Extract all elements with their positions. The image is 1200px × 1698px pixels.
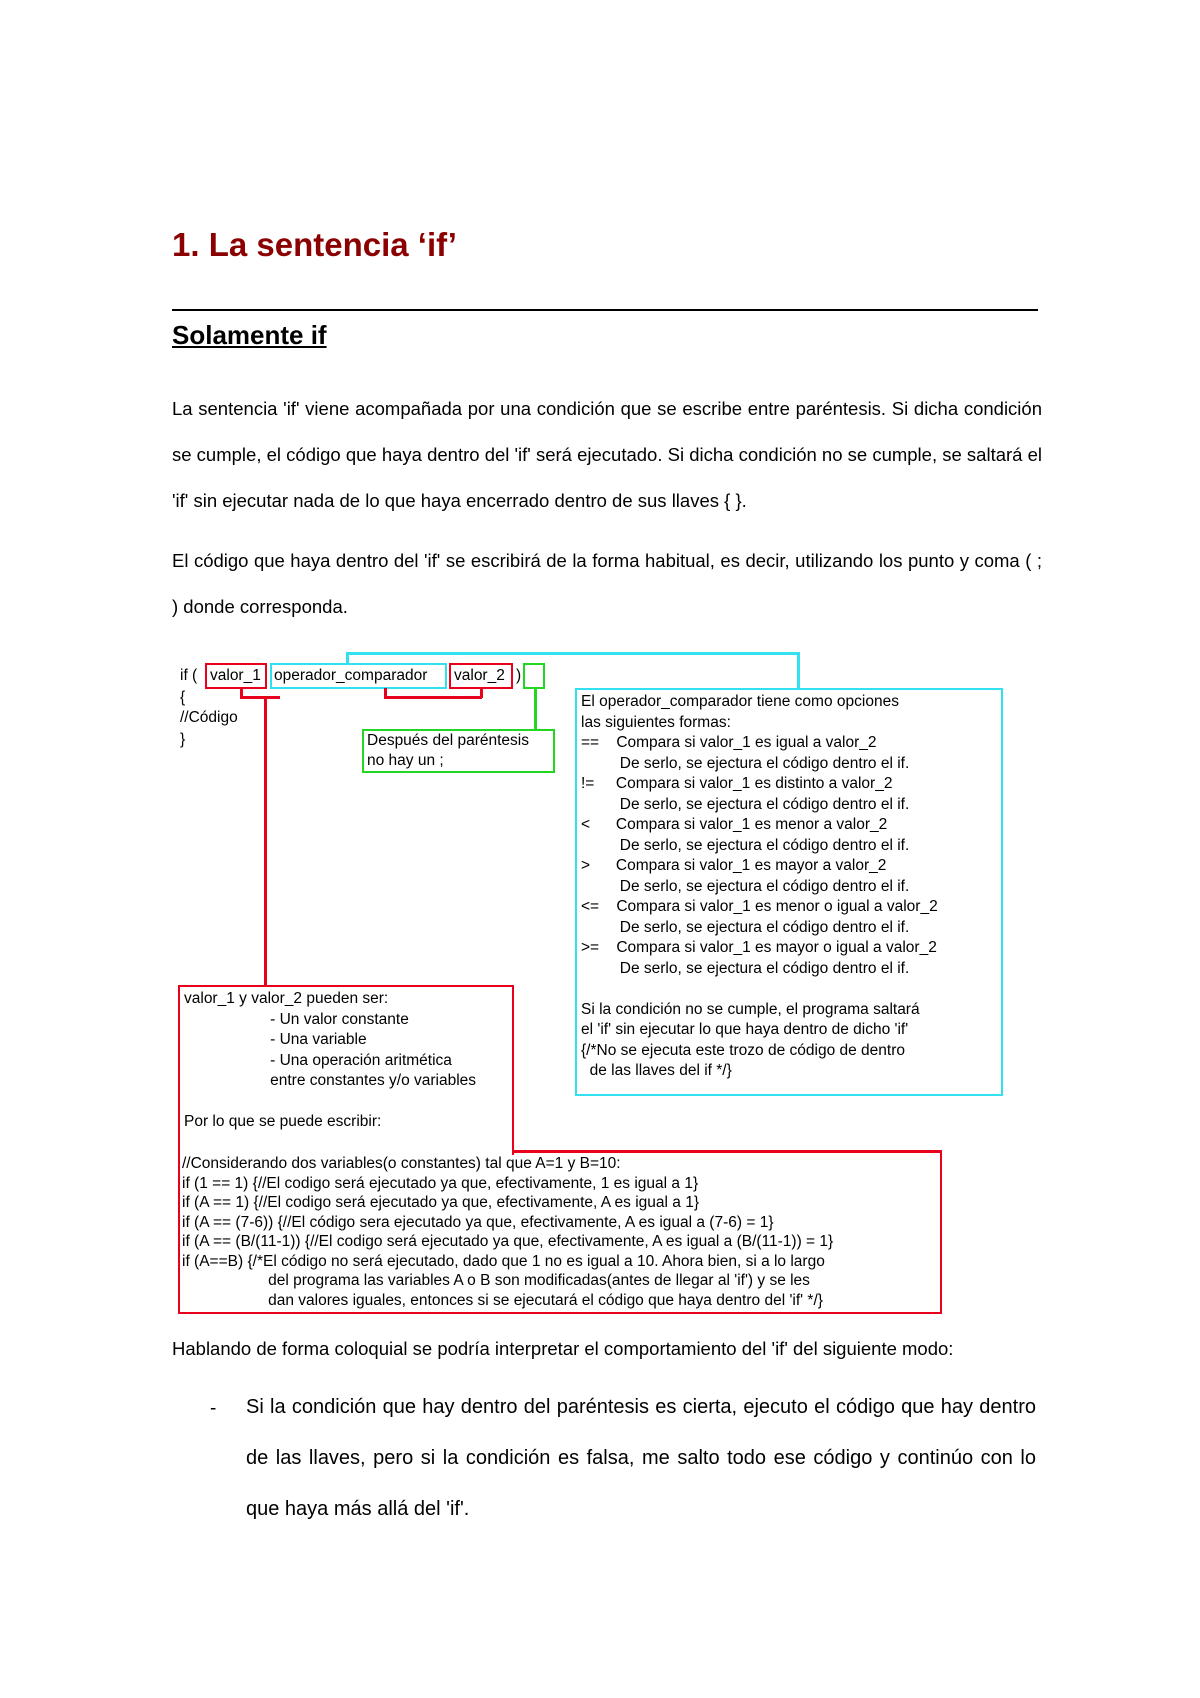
operator-line: De serlo, se ejectura el código dentro el if. [581,754,910,772]
operator-line: De serlo, se ejectura el código dentro el if. [581,836,910,854]
operator-line: las siguientes formas: [581,713,731,731]
code-close: ) [516,667,522,684]
semicolon-note-line2: no hay un ; [367,752,444,769]
operador-box [270,663,447,689]
code-if-open: if ( [180,667,198,684]
semicolon-box [523,663,545,689]
cyan-connector-up [346,653,349,665]
operator-line: < Compara si valor_1 es menor a valor_2 [581,816,888,833]
bullet-marker: - [210,1398,217,1419]
subsection-heading: Solamente if [172,320,327,350]
bullet-text: Si la condición que hay dentro del paréntesis es cierta, ejecuto el código que hay dentro de las llaves, pero si la condición es falsa, me salto todo ese código y continúo con lo que haya más allá del 'if'. [246,1396,1036,1520]
code-paragraph: El código que haya dentro del 'if' se escribirá de la forma habitual, es decir, utilizando los punto y coma ( ; ) donde corresponda. [172,550,1042,617]
operator-line: != Compara si valor_1 es distinto a valor_2 [581,775,893,792]
red-connector-down [264,696,267,986]
code-brace-close: } [180,731,186,748]
example-line: if (1 == 1) {//El codigo será ejecutado ya que, efectivamente, 1 es igual a 1} [182,1174,699,1192]
code-brace-open: { [180,689,186,706]
examples-box-top [512,1150,942,1153]
values-line: - Una variable [184,1031,367,1048]
values-box [178,985,514,1155]
operator-line: {/*No se ejecuta este trozo de código de dentro [581,1041,905,1059]
operator-line: De serlo, se ejectura el código dentro el if. [581,959,910,977]
values-line: entre constantes y/o variables [184,1072,477,1089]
operator-line: el 'if' sin ejecutar lo que haya dentro de dicho 'if' [581,1021,909,1038]
operator-line: >= Compara si valor_1 es mayor o igual a valor_2 [581,939,937,956]
example-line: //Considerando dos variables(o constantes) tal que A=1 y B=10: [182,1155,621,1172]
example-line: if (A == (7-6)) {//El código sera ejecutado ya que, efectivamente, A es igual a (7-6) = 1} [182,1213,774,1231]
operator-line: de las llaves del if */} [581,1062,732,1079]
green-connector [534,688,537,730]
cyan-connector-top [346,652,799,655]
operator-line: De serlo, se ejectura el código dentro el if. [581,918,910,936]
operator-line: De serlo, se ejectura el código dentro el if. [581,877,910,895]
red-connector-h1 [240,696,280,699]
values-line: Por lo que se puede escribir: [184,1113,382,1130]
operator-line: Si la condición no se cumple, el programa saltará [581,1000,920,1018]
values-line: - Un valor constante [184,1010,409,1028]
operator-line: El operador_comparador tiene como opciones [581,693,899,710]
code-comment: //Código [180,709,238,726]
example-line: del programa las variables A o B son modificadas(antes de llegar al 'if') y se les [182,1272,810,1289]
colloquial-paragraph: Hablando de forma coloquial se podría interpretar el comportamiento del 'if' del siguiente modo: [172,1338,954,1359]
operator-line: == Compara si valor_1 es igual a valor_2 [581,734,877,751]
semicolon-note-line1: Después del paréntesis [367,732,529,749]
semicolon-note-box [362,729,555,773]
code-valor2: valor_2 [454,667,505,684]
code-operador: operador_comparador [274,667,428,684]
intro-paragraph: La sentencia 'if' viene acompañada por una condición que se escribe entre paréntesis. Si dicha condición se cumple, el código que haya dentro del 'if' será ejecutado. Si dicha condición no se cumple, se saltará el 'if' sin ejecutar nada de lo que haya encerrado dentro de sus llaves { }. [172,398,1042,511]
cyan-connector-down [797,652,800,690]
valor2-box [449,663,513,689]
valor1-box [205,663,267,689]
red-connector-v3 [480,688,483,698]
example-line: if (A==B) {/*El código no será ejecutado, dado que 1 no es igual a 10. Ahora bien, si a lo largo [182,1252,825,1270]
red-connector-h2 [384,696,482,699]
examples-box [178,1150,942,1314]
code-valor1: valor_1 [210,667,261,684]
section-heading: 1. La sentencia ‘if’ [172,226,457,263]
operator-line: > Compara si valor_1 es mayor a valor_2 [581,857,887,874]
values-line: - Una operación aritmética [184,1051,452,1069]
operator-line: <= Compara si valor_1 es menor o igual a valor_2 [581,898,938,915]
operator-line: De serlo, se ejectura el código dentro el if. [581,795,910,813]
operators-box [575,688,1003,1096]
values-line: valor_1 y valor_2 pueden ser: [184,990,389,1007]
example-line: dan valores iguales, entonces si se ejecutará el código que haya dentro del 'if' */} [182,1291,823,1309]
example-line: if (A == (B/(11-1)) {//El codigo será ejecutado ya que, efectivamente, A es igual a (B/(11-1)) = 1} [182,1233,834,1250]
example-line: if (A == 1) {//El codigo será ejecutado ya que, efectivamente, A es igual a 1} [182,1194,700,1211]
